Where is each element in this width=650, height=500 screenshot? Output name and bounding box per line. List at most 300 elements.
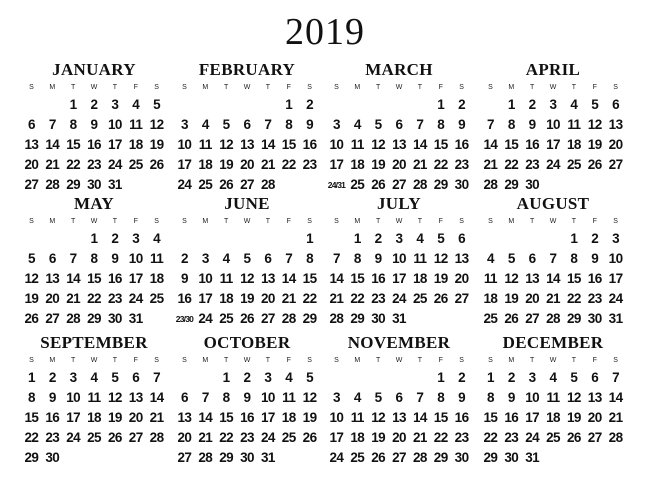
weekday-label: W <box>549 357 557 364</box>
day-cell: 14 <box>329 271 344 286</box>
day-cell: 29 <box>433 450 448 465</box>
day-cell: 31 <box>608 311 623 326</box>
day-cell: 16 <box>587 271 602 286</box>
day-cell <box>368 368 389 388</box>
day-cell: 2 <box>111 231 119 246</box>
day-cell: 15 <box>504 137 519 152</box>
day-cell: 12 <box>240 271 254 286</box>
day-cell: 12 <box>587 117 602 132</box>
day-cell: 21 <box>149 410 164 425</box>
day-cell: 9 <box>507 390 515 405</box>
day-cell: 18 <box>149 271 164 286</box>
day-cell: 9 <box>591 251 599 266</box>
day-cell: 26 <box>219 177 234 192</box>
day-cell: 13 <box>608 117 623 132</box>
weekday-label: T <box>70 357 76 364</box>
weekday-label: W <box>395 84 403 91</box>
month-march <box>326 59 472 195</box>
month-grid <box>174 81 320 195</box>
day-cell: 11 <box>87 390 101 405</box>
weekday-label: S <box>29 357 34 364</box>
day-cell: 17 <box>392 271 406 286</box>
day-cell: 15 <box>302 271 317 286</box>
day-cell: 18 <box>128 137 143 152</box>
day-cell <box>125 448 146 468</box>
month-name: JANUARY <box>52 60 136 79</box>
day-cell: 3 <box>111 97 119 112</box>
weekday-label: T <box>70 218 76 225</box>
day-cell: 10 <box>608 251 623 266</box>
day-cell: 5 <box>153 97 161 112</box>
day-cell: 8 <box>437 117 445 132</box>
day-cell: 5 <box>374 117 382 132</box>
day-cell: 14 <box>260 137 275 152</box>
day-cell: 25 <box>219 311 234 326</box>
day-cell: 10 <box>546 117 560 132</box>
day-cell: 25 <box>566 157 581 172</box>
day-cell: 26 <box>371 177 386 192</box>
day-cell: 23 <box>454 430 469 445</box>
day-cell: 31 <box>107 177 122 192</box>
weekday-label: S <box>488 357 493 364</box>
day-cell: 16 <box>87 137 101 152</box>
day-cell: 3 <box>549 97 557 112</box>
day-cell: 5 <box>437 231 445 246</box>
day-cell: 12 <box>107 390 122 405</box>
weekday-label: M <box>508 218 515 225</box>
day-cell: 27 <box>587 430 602 445</box>
day-cell <box>174 368 195 388</box>
weekday-label: M <box>508 84 515 91</box>
day-cell: 10 <box>177 137 192 152</box>
weekday-label: T <box>417 84 422 91</box>
day-cell: 19 <box>504 291 519 306</box>
weekday-label: F <box>286 218 291 225</box>
day-cell: 18 <box>281 410 296 425</box>
day-cell: 6 <box>180 390 188 405</box>
day-cell: 8 <box>27 390 35 405</box>
day-cell: 24 <box>608 291 623 306</box>
day-cell: 5 <box>243 251 251 266</box>
weekday-label: F <box>133 84 138 91</box>
day-cell <box>326 368 347 388</box>
day-cell: 3 <box>332 117 340 132</box>
weekday-label: M <box>354 218 361 225</box>
day-cell: 18 <box>350 157 365 172</box>
day-cell: 29 <box>87 311 101 326</box>
day-cell <box>389 95 410 115</box>
day-cell <box>146 448 167 468</box>
day-cell: 3 <box>612 231 620 246</box>
day-cell: 28 <box>45 177 60 192</box>
day-cell: 11 <box>567 117 581 132</box>
weekday-label: F <box>592 357 597 364</box>
day-cell <box>605 448 626 468</box>
day-cell: 19 <box>371 430 386 445</box>
day-cell: 23 <box>302 157 317 172</box>
day-cell <box>563 448 584 468</box>
day-cell <box>195 95 216 115</box>
day-cell: 22 <box>219 430 234 445</box>
day-cell: 7 <box>416 117 424 132</box>
day-cell <box>42 95 63 115</box>
day-cell: 3 <box>69 370 77 385</box>
day-cell: 20 <box>392 430 406 445</box>
month-name: OCTOBER <box>203 333 291 352</box>
day-cell: 4 <box>132 97 140 112</box>
weekday-label: T <box>112 218 117 225</box>
day-cell: 17 <box>107 137 122 152</box>
day-cell: 13 <box>392 137 406 152</box>
day-cell: 23 <box>525 157 540 172</box>
day-cell: 9 <box>458 117 466 132</box>
day-cell: 6 <box>591 370 599 385</box>
day-cell <box>430 309 451 329</box>
day-cell <box>409 309 430 329</box>
day-cell: 22 <box>350 291 365 306</box>
day-cell: 24 <box>392 291 406 306</box>
day-cell <box>237 229 258 249</box>
month-name: AUGUST <box>516 194 590 213</box>
day-cell: 17 <box>198 291 213 306</box>
day-cell: 17 <box>525 410 540 425</box>
day-cell: 22 <box>566 291 581 306</box>
day-cell: 24/31 <box>327 180 346 190</box>
day-cell: 23 <box>454 157 469 172</box>
day-cell: 26 <box>24 311 39 326</box>
day-cell: 24 <box>260 430 275 445</box>
day-cell: 21 <box>608 410 623 425</box>
day-cell: 30 <box>371 311 386 326</box>
day-cell: 21 <box>412 157 427 172</box>
day-cell <box>63 229 84 249</box>
day-cell: 16 <box>525 137 540 152</box>
day-cell: 19 <box>587 137 602 152</box>
day-cell: 1 <box>507 97 515 112</box>
weekday-label: M <box>354 357 361 364</box>
day-cell: 26 <box>587 157 602 172</box>
day-cell: 19 <box>302 410 317 425</box>
day-cell: 4 <box>570 97 578 112</box>
weekday-label: M <box>49 357 56 364</box>
day-cell <box>278 229 299 249</box>
weekday-label: S <box>154 84 159 91</box>
day-cell: 23 <box>504 430 519 445</box>
day-cell: 7 <box>69 251 77 266</box>
day-cell: 23 <box>371 291 386 306</box>
day-cell: 7 <box>549 251 557 266</box>
day-cell <box>21 229 42 249</box>
day-cell: 13 <box>260 271 275 286</box>
day-cell: 1 <box>69 97 77 112</box>
day-cell: 6 <box>243 117 251 132</box>
day-cell: 8 <box>437 390 445 405</box>
day-cell: 20 <box>608 137 623 152</box>
day-cell: 22 <box>433 430 448 445</box>
day-cell: 3 <box>332 390 340 405</box>
day-cell: 4 <box>285 370 293 385</box>
weekday-label: S <box>488 218 493 225</box>
day-cell: 1 <box>90 231 98 246</box>
weekday-label: S <box>334 84 339 91</box>
day-cell: 4 <box>353 390 361 405</box>
weekday-label: T <box>417 218 422 225</box>
day-cell: 25 <box>149 291 164 306</box>
weekday-label: T <box>417 357 422 364</box>
month-january <box>21 59 167 195</box>
weekday-label: S <box>182 218 187 225</box>
day-cell <box>278 448 299 468</box>
day-cell: 20 <box>177 430 192 445</box>
day-cell: 22 <box>302 291 317 306</box>
day-cell: 30 <box>240 450 254 465</box>
weekday-label: T <box>375 84 381 91</box>
weekday-label: F <box>438 218 443 225</box>
month-september <box>21 332 167 468</box>
day-cell: 12 <box>24 271 39 286</box>
day-cell: 26 <box>566 430 581 445</box>
day-cell: 24 <box>198 311 213 326</box>
day-cell <box>522 229 543 249</box>
weekday-label: F <box>133 357 138 364</box>
day-cell: 15 <box>350 271 365 286</box>
month-april <box>480 59 626 195</box>
day-cell <box>584 448 605 468</box>
month-grid <box>480 354 626 468</box>
day-cell: 15 <box>433 137 448 152</box>
day-cell <box>125 175 146 195</box>
day-cell: 12 <box>219 137 234 152</box>
day-cell: 14 <box>281 271 296 286</box>
day-cell: 22 <box>66 157 81 172</box>
day-cell <box>409 368 430 388</box>
day-cell: 11 <box>198 137 212 152</box>
day-cell: 5 <box>306 370 314 385</box>
month-july <box>326 193 472 329</box>
day-cell: 11 <box>150 251 164 266</box>
month-grid <box>480 81 626 195</box>
day-cell: 12 <box>371 410 386 425</box>
month-name: FEBRUARY <box>198 60 296 79</box>
month-grid <box>480 215 626 329</box>
day-cell <box>584 175 605 195</box>
day-cell: 1 <box>306 231 314 246</box>
day-cell: 6 <box>48 251 56 266</box>
day-cell <box>326 229 347 249</box>
day-cell: 7 <box>486 117 494 132</box>
day-cell: 24 <box>128 291 143 306</box>
day-cell: 30 <box>454 177 469 192</box>
day-cell <box>195 229 216 249</box>
weekday-label: T <box>529 357 535 364</box>
day-cell: 8 <box>306 251 314 266</box>
day-cell <box>605 175 626 195</box>
month-grid <box>326 354 472 468</box>
month-grid <box>21 354 167 468</box>
weekday-label: M <box>202 218 209 225</box>
day-cell: 10 <box>107 117 122 132</box>
day-cell: 17 <box>66 410 81 425</box>
day-cell: 30 <box>45 450 60 465</box>
day-cell: 8 <box>507 117 515 132</box>
month-may <box>21 193 167 329</box>
month-grid <box>21 81 167 195</box>
day-cell: 2 <box>458 97 466 112</box>
day-cell: 28 <box>412 177 427 192</box>
day-cell: 13 <box>24 137 39 152</box>
day-cell <box>501 229 522 249</box>
day-cell: 14 <box>198 410 213 425</box>
month-name: MARCH <box>365 60 433 79</box>
day-cell: 18 <box>412 271 427 286</box>
weekday-label: T <box>529 84 535 91</box>
day-cell: 7 <box>285 251 293 266</box>
day-cell: 2 <box>90 97 98 112</box>
day-cell: 5 <box>570 370 578 385</box>
day-cell: 25 <box>412 291 427 306</box>
day-cell: 15 <box>24 410 39 425</box>
day-cell: 11 <box>350 137 364 152</box>
weekday-label: T <box>571 218 576 225</box>
weekday-label: M <box>202 357 209 364</box>
weekday-label: S <box>29 218 34 225</box>
day-cell: 13 <box>240 137 254 152</box>
day-cell: 14 <box>149 390 164 405</box>
day-cell: 4 <box>416 231 424 246</box>
day-cell: 6 <box>612 97 620 112</box>
day-cell: 16 <box>504 410 519 425</box>
day-cell: 4 <box>353 117 361 132</box>
day-cell: 1 <box>437 97 445 112</box>
day-cell <box>174 229 195 249</box>
day-cell: 10 <box>392 251 406 266</box>
day-cell: 8 <box>90 251 98 266</box>
day-cell <box>174 95 195 115</box>
day-cell: 16 <box>371 271 386 286</box>
day-cell: 19 <box>24 291 39 306</box>
weekday-label: S <box>459 218 464 225</box>
month-grid <box>174 354 320 468</box>
day-cell: 24 <box>546 157 560 172</box>
month-name: DECEMBER <box>502 333 604 352</box>
day-cell: 10 <box>329 137 344 152</box>
day-cell <box>216 229 237 249</box>
day-cell: 1 <box>486 370 494 385</box>
day-cell: 18 <box>219 291 234 306</box>
day-cell: 11 <box>219 271 233 286</box>
weekday-label: S <box>29 84 34 91</box>
day-cell: 28 <box>546 311 560 326</box>
day-cell: 20 <box>525 291 540 306</box>
day-cell <box>299 448 320 468</box>
day-cell: 11 <box>350 410 364 425</box>
day-cell: 19 <box>240 291 254 306</box>
day-cell: 29 <box>433 177 448 192</box>
weekday-label: T <box>529 218 535 225</box>
day-cell <box>389 368 410 388</box>
day-cell: 3 <box>201 251 209 266</box>
weekday-label: W <box>243 357 251 364</box>
day-cell: 7 <box>48 117 56 132</box>
day-cell <box>368 95 389 115</box>
day-cell: 11 <box>282 390 296 405</box>
day-cell: 7 <box>153 370 161 385</box>
day-cell: 17 <box>260 410 275 425</box>
day-cell: 31 <box>128 311 143 326</box>
day-cell: 4 <box>486 251 494 266</box>
day-cell: 6 <box>395 117 403 132</box>
day-cell: 3 <box>264 370 272 385</box>
day-cell <box>257 229 278 249</box>
day-cell: 29 <box>483 450 498 465</box>
day-cell: 1 <box>570 231 578 246</box>
day-cell: 20 <box>45 291 60 306</box>
day-cell: 1 <box>285 97 293 112</box>
weekday-label: F <box>592 84 597 91</box>
day-cell <box>195 368 216 388</box>
day-cell: 19 <box>107 410 122 425</box>
day-cell: 5 <box>507 251 515 266</box>
weekday-label: S <box>182 357 187 364</box>
day-cell: 14 <box>412 410 427 425</box>
day-cell: 15 <box>433 410 448 425</box>
day-cell: 4 <box>153 231 161 246</box>
day-cell: 13 <box>525 271 540 286</box>
day-cell: 8 <box>222 390 230 405</box>
day-cell: 15 <box>87 271 101 286</box>
day-cell: 25 <box>281 430 296 445</box>
day-cell: 13 <box>177 410 192 425</box>
day-cell: 25 <box>128 157 143 172</box>
day-cell: 23 <box>107 291 122 306</box>
day-cell: 18 <box>350 430 365 445</box>
day-cell: 2 <box>180 251 188 266</box>
day-cell: 27 <box>177 450 192 465</box>
weekday-label: F <box>133 218 138 225</box>
day-cell: 24 <box>107 157 122 172</box>
weekday-label: F <box>438 84 443 91</box>
day-cell: 16 <box>454 137 469 152</box>
day-cell: 24 <box>66 430 81 445</box>
day-cell: 28 <box>66 311 81 326</box>
day-cell <box>347 368 368 388</box>
day-cell: 8 <box>353 251 361 266</box>
day-cell: 3 <box>180 117 188 132</box>
weekday-label: S <box>182 84 187 91</box>
month-name: APRIL <box>525 60 581 79</box>
day-cell: 2 <box>528 97 536 112</box>
day-cell: 10 <box>66 390 81 405</box>
day-cell: 13 <box>587 390 602 405</box>
day-cell: 9 <box>243 390 251 405</box>
day-cell: 9 <box>111 251 119 266</box>
day-cell <box>409 95 430 115</box>
day-cell: 9 <box>90 117 98 132</box>
day-cell: 1 <box>27 370 35 385</box>
day-cell: 6 <box>395 390 403 405</box>
day-cell: 17 <box>177 157 192 172</box>
weekday-label: S <box>154 357 159 364</box>
day-cell: 23 <box>45 430 60 445</box>
day-cell: 14 <box>412 137 427 152</box>
day-cell: 29 <box>66 177 81 192</box>
day-cell: 27 <box>260 311 275 326</box>
day-cell: 6 <box>27 117 35 132</box>
day-cell: 20 <box>260 291 275 306</box>
weekday-label: F <box>286 84 291 91</box>
day-cell: 31 <box>392 311 406 326</box>
weekday-label: T <box>112 357 117 364</box>
